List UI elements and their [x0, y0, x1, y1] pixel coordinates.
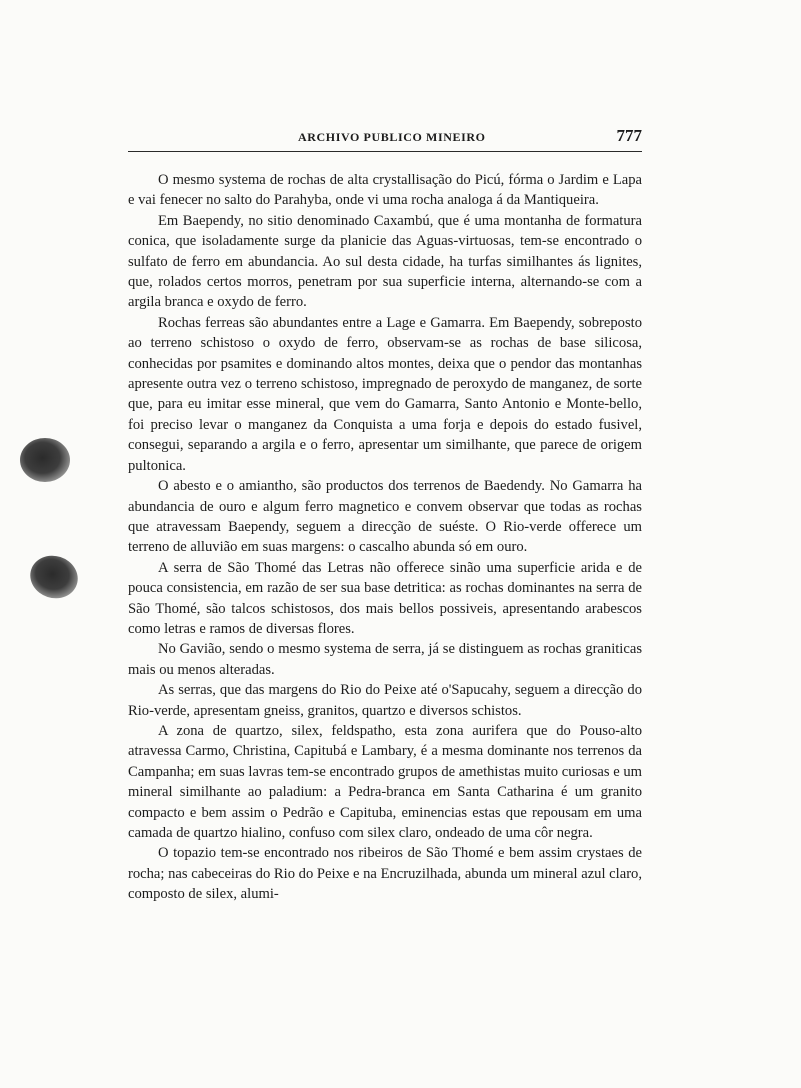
body-text: [128, 170, 642, 905]
paragraph-1: O mesmo systema de rochas de alta crystallisação do Picú, fórma o Jardim e Lapa e vai fenecer no salto do Parahyba, onde vi uma rocha analoga á da Mantiqueira.: [128, 172, 642, 209]
paragraph-6: No Gavião, sendo o mesmo systema de serra, já se distinguem as rochas graniticas mais ou menos alteradas.: [128, 641, 642, 678]
paragraph-7: As serras, que das margens do Rio do Peixe até o'Sapucahy, seguem a direcção do Rio-verde, apresentam gneiss, granitos, quartzo e diversos schistos.: [128, 682, 642, 719]
running-header: [128, 128, 642, 148]
binding-hole-blot: [25, 550, 84, 605]
binding-hole-blot: [20, 438, 70, 482]
paragraph-9: O topazio tem-se encontrado nos ribeiros de São Thomé e bem assim crystaes de rocha; nas cabeceiras do Rio do Peixe e na Encruzilhada, abunda um mineral azul claro, composto de silex, alumi-: [128, 845, 642, 903]
page-number: 777: [616, 126, 642, 145]
paragraph-2: Em Baependy, no sitio denominado Caxambú, que é uma montanha de formatura conica, que isoladamente surge da planicie das Aguas-virtuosas, tem-se encontrado o sulfato de ferro em abundancia. Ao sul desta cidade, ha turfas similhantes ás lignites, que, rolados certos morros, penetram por sua superficie interna, alternando-se com a argila branca e oxydo de ferro.: [128, 212, 642, 311]
running-title: ARCHIVO PUBLICO MINEIRO: [298, 130, 486, 144]
paragraph-8: A zona de quartzo, silex, feldspatho, esta zona aurifera que do Pouso-alto atravessa Carmo, Christina, Capitubá e Lambary, é a mesma dominante nos terrenos da Campanha; em suas lavras tem-se encontrado grupos de amethistas muito curiosas e um mineral similhante ao paladium: a Pedra-branca em Santa Catharina é um granito compacto e bem assim o Pedrão e Capituba, eminencias estas que repousam em uma camada de quartzo hialino, confuso com silex claro, ondeado de uma côr negra.: [128, 722, 642, 841]
paragraph-5: A serra de São Thomé das Letras não offerece sinão uma superficie arida e de pouca consistencia, em razão de ser sua base detritica: as rochas dominantes na serra de São Thomé, são talcos schistosos, dos mais bellos possiveis, apresentando arabescos como letras e ramos de diversas flores.: [128, 559, 642, 637]
header-rule: [128, 151, 642, 152]
paragraph-4: O abesto e o amiantho, são productos dos terrenos de Baedendy. No Gamarra ha abundancia de ouro e algum ferro magnetico e convem observar que todas as rochas que atravessam Baependy, seguem a direcção de suéste. O Rio-verde offerece um terreno de alluvião em suas margens: o cascalho abunda só em ouro.: [128, 478, 642, 556]
paragraph-3: Rochas ferreas são abundantes entre a Lage e Gamarra. Em Baependy, sobreposto ao terreno schistoso o oxydo de ferro, observam-se as rochas de base silicosa, conhecidas por psamites e dominando altos montes, deixa que o pendor das montanhas apresente outra vez o terreno schistoso, impregnado de peroxydo de manganez, de sorte que, para eu imitar esse mineral, que vem do Gamarra, Santo Antonio e Monte-bello, foi preciso levar o manganez da Conquista a uma forja e depois do estado fusivel, consegui, separando a argila e o ferro, apresentar um similhante, que parece de origem pultonica.: [128, 314, 642, 474]
